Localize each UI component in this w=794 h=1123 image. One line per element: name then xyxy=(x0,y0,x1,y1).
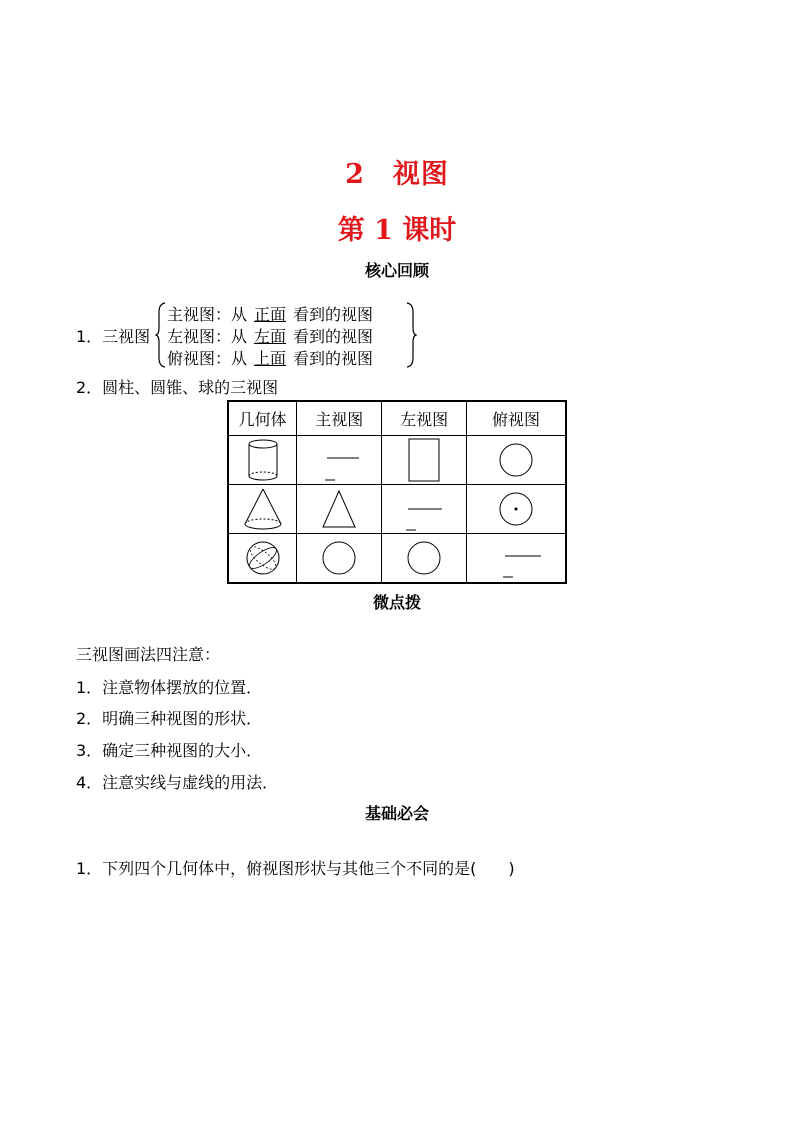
left-view-answer: 左面 xyxy=(254,327,287,346)
left-view-row xyxy=(167,324,373,347)
front-view-row xyxy=(167,302,373,325)
top-view-suffix: 看到的视图 xyxy=(293,349,374,368)
tip-item-1: 1．注意物体摆放的位置． xyxy=(76,678,263,697)
tips-intro: 三视图画法四注意： xyxy=(76,645,221,664)
cylinder-icon xyxy=(243,436,283,484)
table-row xyxy=(228,534,566,584)
tip-item-2: 2．明确三种视图的形状． xyxy=(76,709,263,728)
left-view-suffix: 看到的视图 xyxy=(293,327,374,346)
left-brace-icon xyxy=(155,302,167,368)
tip-item-3: 3．确定三种视图的大小． xyxy=(76,741,263,760)
table-header-left: 左视图 xyxy=(382,401,467,436)
table-row xyxy=(228,436,566,485)
review-item-1-prefix: 1．三视图 xyxy=(76,327,151,346)
page-title: 2 视图 xyxy=(345,159,449,190)
three-views-brace-group xyxy=(155,302,425,368)
top-view-row xyxy=(167,346,373,369)
right-brace-icon xyxy=(405,302,417,368)
review-item-2: 2．圆柱、圆锥、球的三视图 xyxy=(76,378,279,397)
table-header-solid: 几何体 xyxy=(228,401,297,436)
front-view-label: 主视图：从 xyxy=(167,305,248,324)
answer-blank-icon xyxy=(309,436,369,484)
circle-icon xyxy=(319,538,359,578)
section-heading-tips: 微点拨 xyxy=(372,593,421,612)
page-subtitle: 第 1 课时 xyxy=(337,215,457,246)
question-1: 1．下列四个几何体中，俯视图形状与其他三个不同的是( ) xyxy=(76,859,515,878)
tip-item-4: 4．注意实线与虚线的用法． xyxy=(76,773,279,792)
three-views-table xyxy=(227,400,567,584)
front-view-suffix: 看到的视图 xyxy=(293,305,374,324)
circle-with-center-dot-icon xyxy=(496,489,536,529)
answer-blank-icon xyxy=(394,485,454,533)
section-heading-review: 核心回顾 xyxy=(364,261,429,280)
circle-icon xyxy=(404,538,444,578)
answer-blank-icon xyxy=(481,536,551,580)
sphere-icon xyxy=(243,538,283,578)
section-heading-basics: 基础必会 xyxy=(364,804,429,823)
table-row xyxy=(228,485,566,534)
front-view-answer: 正面 xyxy=(254,305,287,324)
table-header-front: 主视图 xyxy=(297,401,382,436)
circle-icon xyxy=(496,440,536,480)
table-header-row xyxy=(228,401,566,436)
top-view-answer: 上面 xyxy=(254,349,287,368)
top-view-label: 俯视图：从 xyxy=(167,349,248,368)
table-header-top: 俯视图 xyxy=(467,401,566,436)
left-view-label: 左视图：从 xyxy=(167,327,248,346)
cone-icon xyxy=(239,486,287,532)
triangle-icon xyxy=(319,487,359,531)
rectangle-icon xyxy=(404,436,444,484)
